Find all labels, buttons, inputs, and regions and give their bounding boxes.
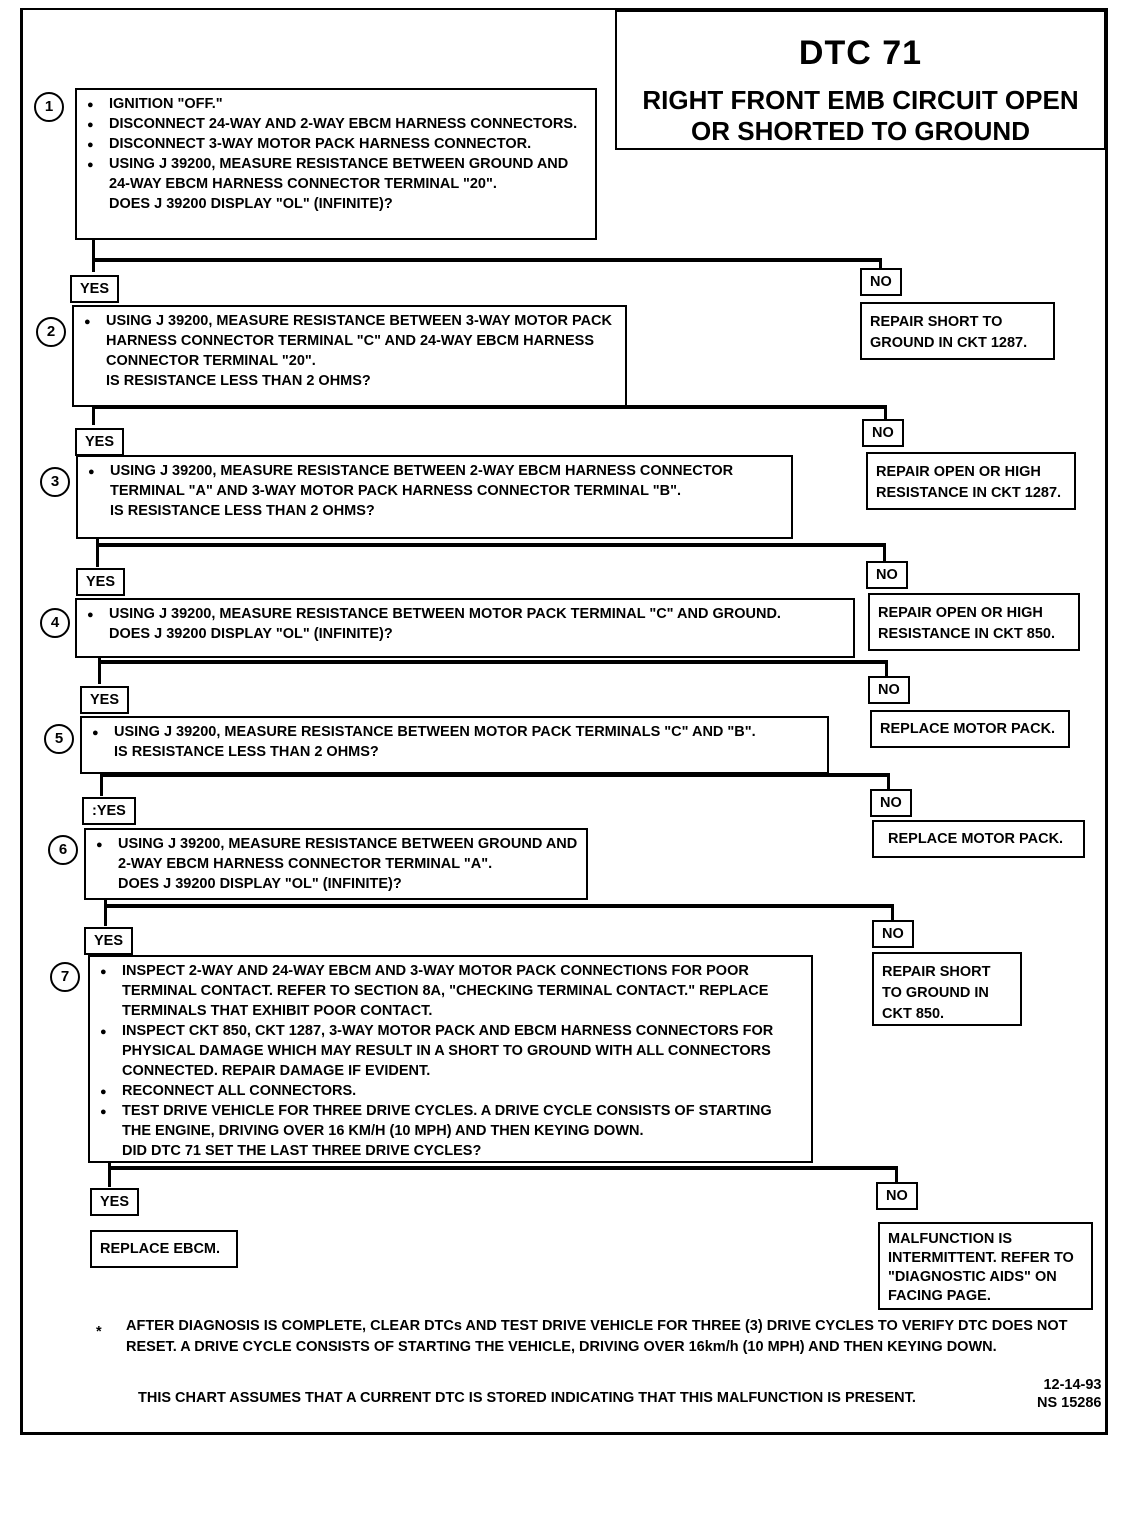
step-1-no-result: REPAIR SHORT TO GROUND IN CKT 1287.: [860, 302, 1055, 360]
step-2-bullet: ● USING J 39200, MEASURE RESISTANCE BETWEEN 3-WAY MOTOR PACK HARNESS CONNECTOR TERMINAL "C" AND 24-WAY EBCM HARNESS CONNECTOR TERMINAL "20".: [106, 311, 617, 371]
step-4-yes-label: YES: [80, 686, 129, 714]
step-3-no-label: NO: [866, 561, 908, 589]
step-5-question: IS RESISTANCE LESS THAN 2 OHMS?: [114, 744, 379, 760]
step-7-number: 7: [50, 962, 80, 992]
step-5-number: 5: [44, 724, 74, 754]
branch-line: [104, 904, 894, 908]
step-7-no-label: NO: [876, 1182, 918, 1210]
footer-note: AFTER DIAGNOSIS IS COMPLETE, CLEAR DTCs AND TEST DRIVE VEHICLE FOR THREE (3) DRIVE CYCLES TO VERIFY DTC DOES NOT RESET. A DRIVE CYCLE CONSISTS OF STARTING THE VEHICLE, DRIVING OVER 16km/h (10 MPH) AND THEN KEYING DOWN.: [126, 1318, 1068, 1355]
branch-line: [92, 405, 887, 409]
title-line-2: OR SHORTED TO GROUND: [691, 116, 1030, 146]
connector-line: [92, 407, 95, 425]
step-7-no-result: MALFUNCTION IS INTERMITTENT. REFER TO "DIAGNOSTIC AIDS" ON FACING PAGE.: [878, 1222, 1093, 1310]
step-1-bullet: ● IGNITION "OFF.": [109, 94, 587, 114]
step-1-yes-label: YES: [70, 275, 119, 303]
step-1-bullet: ● DISCONNECT 24-WAY AND 2-WAY EBCM HARNESS CONNECTORS.: [109, 114, 587, 134]
step-6-bullet: ● USING J 39200, MEASURE RESISTANCE BETWEEN GROUND AND 2-WAY EBCM HARNESS CONNECTOR TERMINAL "A".: [118, 834, 578, 874]
step-2-no-label: NO: [862, 419, 904, 447]
connector-line: [895, 1166, 898, 1182]
step-2-yes-label: YES: [75, 428, 124, 456]
branch-line: [96, 543, 886, 547]
chart-title: [617, 85, 1104, 147]
step-6-no-label: NO: [872, 920, 914, 948]
step-4-number: 4: [40, 608, 70, 638]
step-7-bullet: ● INSPECT CKT 850, CKT 1287, 3-WAY MOTOR PACK AND EBCM HARNESS CONNECTORS FOR PHYSICAL DAMAGE WHICH MAY RESULT IN A SHORT TO GROUND WITH ALL CONNECTORS CONNECTED. REPAIR DAMAGE IF EVIDENT.: [122, 1021, 803, 1081]
step-3-box: [76, 455, 793, 539]
step-2-box: [72, 305, 627, 407]
step-7-bullet: ● TEST DRIVE VEHICLE FOR THREE DRIVE CYCLES. A DRIVE CYCLE CONSISTS OF STARTING THE ENGINE, DRIVING OVER 16 KM/H (10 MPH) AND THEN KEYING DOWN.: [122, 1101, 803, 1141]
step-1-number: 1: [34, 92, 64, 122]
step-7-box: [88, 955, 813, 1163]
step-1-bullet: ● USING J 39200, MEASURE RESISTANCE BETWEEN GROUND AND 24-WAY EBCM HARNESS CONNECTOR TERMINAL "20".: [109, 154, 587, 194]
step-5-box: [80, 716, 829, 774]
footer-code: NS 15286: [1037, 1395, 1102, 1411]
step-6-number: 6: [48, 835, 78, 865]
connector-line: [883, 543, 886, 561]
step-1-box: [75, 88, 597, 240]
step-5-no-result: REPLACE MOTOR PACK.: [872, 820, 1085, 858]
step-4-box: [75, 598, 855, 658]
connector-line: [891, 904, 894, 920]
connector-line: [879, 258, 882, 268]
step-7-bullet: ● RECONNECT ALL CONNECTORS.: [122, 1081, 803, 1101]
step-3-bullet: ● USING J 39200, MEASURE RESISTANCE BETWEEN 2-WAY EBCM HARNESS CONNECTOR TERMINAL "A" AND 3-WAY MOTOR PACK HARNESS CONNECTOR TERMINAL "B".: [110, 461, 783, 501]
step-3-question: IS RESISTANCE LESS THAN 2 OHMS?: [110, 503, 375, 519]
step-6-box: [84, 828, 588, 900]
step-1-question: DOES J 39200 DISPLAY "OL" (INFINITE)?: [109, 196, 393, 212]
step-1-no-label: NO: [860, 268, 902, 296]
step-7-yes-result: REPLACE EBCM.: [90, 1230, 238, 1268]
step-6-yes-label: YES: [84, 927, 133, 955]
dtc-code: DTC 71: [798, 34, 923, 72]
connector-line: [92, 240, 95, 272]
step-1-bullet: ● DISCONNECT 3-WAY MOTOR PACK HARNESS CONNECTOR.: [109, 134, 587, 154]
step-4-no-result: REPLACE MOTOR PACK.: [870, 710, 1070, 748]
step-4-no-label: NO: [868, 676, 910, 704]
step-3-number: 3: [40, 467, 70, 497]
step-3-yes-label: YES: [76, 568, 125, 596]
step-2-question: IS RESISTANCE LESS THAN 2 OHMS?: [106, 373, 371, 389]
chart-header: [615, 10, 1106, 150]
step-2-number: 2: [36, 317, 66, 347]
branch-line: [100, 773, 890, 777]
step-5-no-label: NO: [870, 789, 912, 817]
connector-line: [100, 774, 103, 796]
step-5-yes-label: :YES: [82, 797, 136, 825]
step-5-bullet: ● USING J 39200, MEASURE RESISTANCE BETWEEN MOTOR PACK TERMINALS "C" AND "B".: [114, 722, 819, 742]
footer-id: [1037, 1376, 1102, 1412]
step-6-question: DOES J 39200 DISPLAY "OL" (INFINITE)?: [118, 876, 402, 892]
step-3-no-result: REPAIR OPEN OR HIGH RESISTANCE IN CKT 850.: [868, 593, 1080, 651]
step-7-yes-label: YES: [90, 1188, 139, 1216]
step-2-no-result: REPAIR OPEN OR HIGH RESISTANCE IN CKT 1287.: [866, 452, 1076, 510]
footer-date: 12-14-93: [1043, 1377, 1102, 1393]
connector-line: [885, 660, 888, 676]
footer-asterisk: *: [96, 1324, 102, 1340]
branch-line: [108, 1166, 898, 1170]
footer-assumption: THIS CHART ASSUMES THAT A CURRENT DTC IS STORED INDICATING THAT THIS MALFUNCTION IS PRESENT.: [138, 1390, 916, 1406]
title-line-1: RIGHT FRONT EMB CIRCUIT OPEN: [642, 85, 1079, 115]
step-7-bullet: ● INSPECT 2-WAY AND 24-WAY EBCM AND 3-WAY MOTOR PACK CONNECTIONS FOR POOR TERMINAL CONTACT. REFER TO SECTION 8A, "CHECKING TERMINAL CONTACT." REPLACE TERMINALS THAT EXHIBIT POOR CONTACT.: [122, 961, 803, 1021]
branch-line: [92, 258, 882, 262]
step-4-bullet: ● USING J 39200, MEASURE RESISTANCE BETWEEN MOTOR PACK TERMINAL "C" AND GROUND.: [109, 604, 845, 624]
step-6-no-result: REPAIR SHORT TO GROUND IN CKT 850.: [872, 952, 1022, 1026]
step-4-question: DOES J 39200 DISPLAY "OL" (INFINITE)?: [109, 626, 393, 642]
step-7-question: DID DTC 71 SET THE LAST THREE DRIVE CYCLES?: [122, 1143, 482, 1159]
branch-line: [98, 660, 888, 664]
connector-line: [884, 405, 887, 419]
connector-line: [887, 773, 890, 789]
